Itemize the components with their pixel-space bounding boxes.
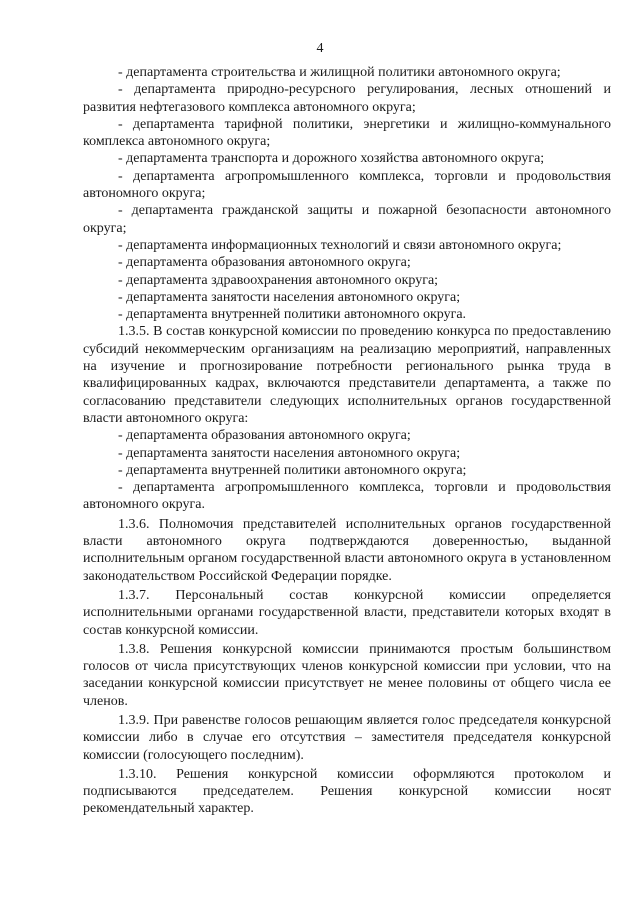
list-item-department-employment: - департамента занятости населения автономного округа; bbox=[118, 289, 461, 305]
list-item-department-natural-resources: - департамента природно-ресурсного регулирования, лесных отношений и развития нефтегазового комплекса автономного округа; bbox=[83, 82, 611, 115]
list-item-department-civil-defense: - департамента гражданской защиты и пожарной безопасности автономного округа; bbox=[83, 203, 611, 236]
document-body bbox=[83, 64, 611, 818]
list-item-department-agro: - департамента агропромышленного комплекса, торговли и продовольствия автономного округа; bbox=[83, 168, 611, 202]
clause-1-3-10: 1.3.10. Решения конкурсной комиссии оформляются протоколом и подписываются председателем. Решения конкурсной комиссии носят рекомендательный характер. bbox=[83, 766, 611, 817]
list-item-department-internal-policy: - департамента внутренней политики автономного округа; bbox=[118, 462, 467, 478]
list-item-department-construction: - департамента строительства и жилищной политики автономного округа; bbox=[118, 65, 561, 80]
list-item-department-internal-policy: - департамента внутренней политики автономного округа. bbox=[118, 307, 467, 323]
list-item-department-agro: - департамента агропромышленного комплекса, торговли и продовольствия автономного округа. bbox=[83, 480, 611, 513]
page-number: 4 bbox=[316, 41, 324, 56]
list-item-department-tariff-policy: - департамента тарифной политики, энергетики и жилищно-коммунального комплекса автономного округа; bbox=[83, 116, 611, 150]
list-item-department-employment: - департамента занятости населения автономного округа; bbox=[118, 445, 461, 461]
clause-1-3-9: 1.3.9. При равенстве голосов решающим является голос председателя конкурсной комиссии либо в случае его отсутствия – заместителя председателя конкурсной комиссии (голосующего последним). bbox=[83, 712, 611, 763]
list-item-department-education: - департамента образования автономного округа; bbox=[118, 255, 411, 271]
clause-1-3-7: 1.3.7. Персональный состав конкурсной комиссии определяется исполнительными органами государственной власти, представители которых входят в состав конкурсной комиссии. bbox=[83, 587, 611, 638]
list-item-department-transport: - департамента транспорта и дорожного хозяйства автономного округа; bbox=[118, 151, 545, 167]
clause-1-3-6: 1.3.6. Полномочия представителей исполнительных органов государственной власти автономного округа подтверждаются доверенностью, выданной исполнительным органом государственной власти автономного округа в установленном законодательством Российской Федерации порядке. bbox=[83, 516, 611, 584]
list-item-department-health: - департамента здравоохранения автономного округа; bbox=[118, 272, 439, 288]
list-item-department-education: - департамента образования автономного округа; bbox=[118, 428, 411, 444]
clause-1-3-8: 1.3.8. Решения конкурсной комиссии принимаются простым большинством голосов от числа присутствующих членов конкурсной комиссии при условии, что на заседании конкурсной комиссии присутствует не менее половины от общего числа ее членов. bbox=[83, 641, 611, 709]
list-item-department-it: - департамента информационных технологий и связи автономного округа; bbox=[118, 237, 562, 253]
clause-1-3-5: 1.3.5. В состав конкурсной комиссии по проведению конкурса по предоставлению субсидий некоммерческим организациям на реализацию мероприятий, направленных на изучение и прогнозирование потребности регионального рынка труда в квалифицированных кадрах, включаются представители департамента, а также по согласованию представители следующих исполнительных органов государственной власти автономного округа: bbox=[83, 324, 611, 426]
